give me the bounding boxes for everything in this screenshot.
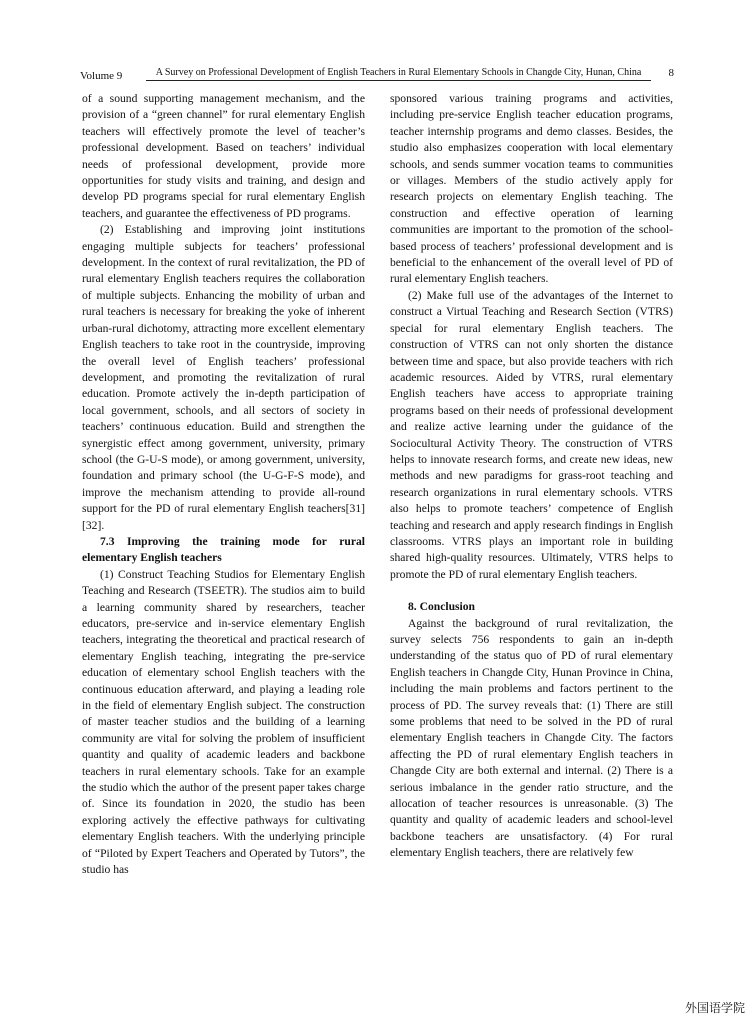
running-header: [80, 67, 676, 83]
page-number: 8: [668, 67, 674, 79]
paragraph: sponsored various training programs and activities, including pre-service English teacher education programs, teacher internship programs and demo classes. Besides, the studio also emphasizes cooperation with local elementary schools, and sends summer vocation teams to communities or villages. Members of the studio actively apply for research projects on elementary English teaching. The construction and effective operation of learning communities are important to the promotion of the school-based process of teachers’ professional development and is beneficial to the enhancement of the overall level of PD of rural elementary English teachers.: [390, 92, 673, 286]
left-column: [82, 91, 365, 879]
running-title: A Survey on Professional Development of English Teachers in Rural Elementary Schools in Changde City, Hunan, China: [155, 67, 642, 78]
institution-watermark: 外国语学院: [684, 1001, 745, 1015]
volume-label: Volume 9: [80, 70, 123, 82]
paragraph: (2) Make full use of the advantages of the Internet to construct a Virtual Teaching and Research Section (VTRS) special for rural elementary English teachers. The construction of VTRS can not only shorten the distance between time and space, but also provide teachers with rich academic resources. Aided by VTRS, rural elementary English teachers have access to appropriate training programs based on their needs of professional development and realize active learning under the guidance of the Sociocultural Activity Theory. The construction of VTRS helps to innovate research forms, and create new ideas, new methods and new paradigms for grass-root teaching and research organizations in rural elementary schools. VTRS also helps to promote teachers’ competence of English teaching and research and apply research findings in English classrooms. VTRS plays an important role in building shared high-quality resources. Ultimately, VTRS helps to promote the PD of rural elementary English teachers.: [390, 288, 673, 581]
paragraph: (1) Construct Teaching Studios for Elementary English Teaching and Research (TSEETR). The studios aim to build a learning community shared by researchers, teacher educators, pre-service and in-service elementary English teachers, integrating the theoretical and practical research of elementary English teaching, integrating the pre-service education of elementary school English teachers with the continuous education afterward, and playing a leading role in the field of elementary English subject. The construction of master teacher studios and the building of a learning community are vital for solving the problem of insufficient quantity and quality of academic leaders and backbone teachers in rural elementary schools. Take for an example the studio which the author of the present paper takes charge of. Since its foundation in 2020, the studio has been exploring actively the effective pathways for cultivating elementary English teachers. With the underlying principle of “Piloted by Expert Teachers and Operated by Tutors”, the studio has: [82, 567, 365, 877]
section-heading: 8. Conclusion: [408, 600, 476, 614]
header-rule: [146, 80, 651, 81]
spacer: [390, 583, 673, 599]
paragraph: Against the background of rural revitalization, the survey selects 756 respondents to gain an in-depth understanding of the status quo of PD of rural elementary English teachers in Changde City, Hunan Province in China, including the main problems and factors pertinent to the process of PD. The survey reveals that: (1) There are still some problems that need to be solved in the PD of rural elementary English teachers in Changde City. The factors affecting the PD of rural elementary English teachers in Changde City are both external and internal. (2) There is a serious imbalance in the gender ratio structure, and the allocation of teacher resources is unreasonable. (3) The quantity and quality of academic leaders and school-level backbone teachers are unsatisfactory. (4) For rural elementary English teachers, there are relatively few: [390, 616, 673, 860]
section-heading: 7.3 Improving the training mode for rural elementary English teachers: [82, 534, 365, 565]
right-column: [390, 91, 673, 862]
paragraph: of a sound supporting management mechanism, and the provision of a “green channel” for rural elementary English teachers will effectively promote the level of teacher’s professional development. Based on teachers’ individual needs of professional development, provide more opportunities for study visits and training, and design and develop PD programs special for rural elementary English teachers, and guarantee the effectiveness of PD programs.: [82, 92, 365, 220]
paragraph: (2) Establishing and improving joint institutions engaging multiple subjects for teachers’ professional development. In the context of rural revitalization, the PD of rural elementary English teachers requires the collaboration of multiple subjects. Enhancing the mobility of urban and rural teachers is necessary for breaking the yoke of inherent urban-rural dichotomy, attracting more excellent elementary English teachers to take root in the countryside, improving the overall level of English teachers’ professional development, and promoting the revitalization of rural education. Promote actively the in-depth participation of local government, schools, and all sectors of society in teachers’ continuous education. Build and strengthen the synergistic effect among government, university, primary school (the G-U-S mode), or among government, university, foundation and primary school (the U-G-F-S mode), and improve the mechanism attending to provide all-round support for the PD of rural elementary English teachers[31][32].: [82, 223, 365, 532]
